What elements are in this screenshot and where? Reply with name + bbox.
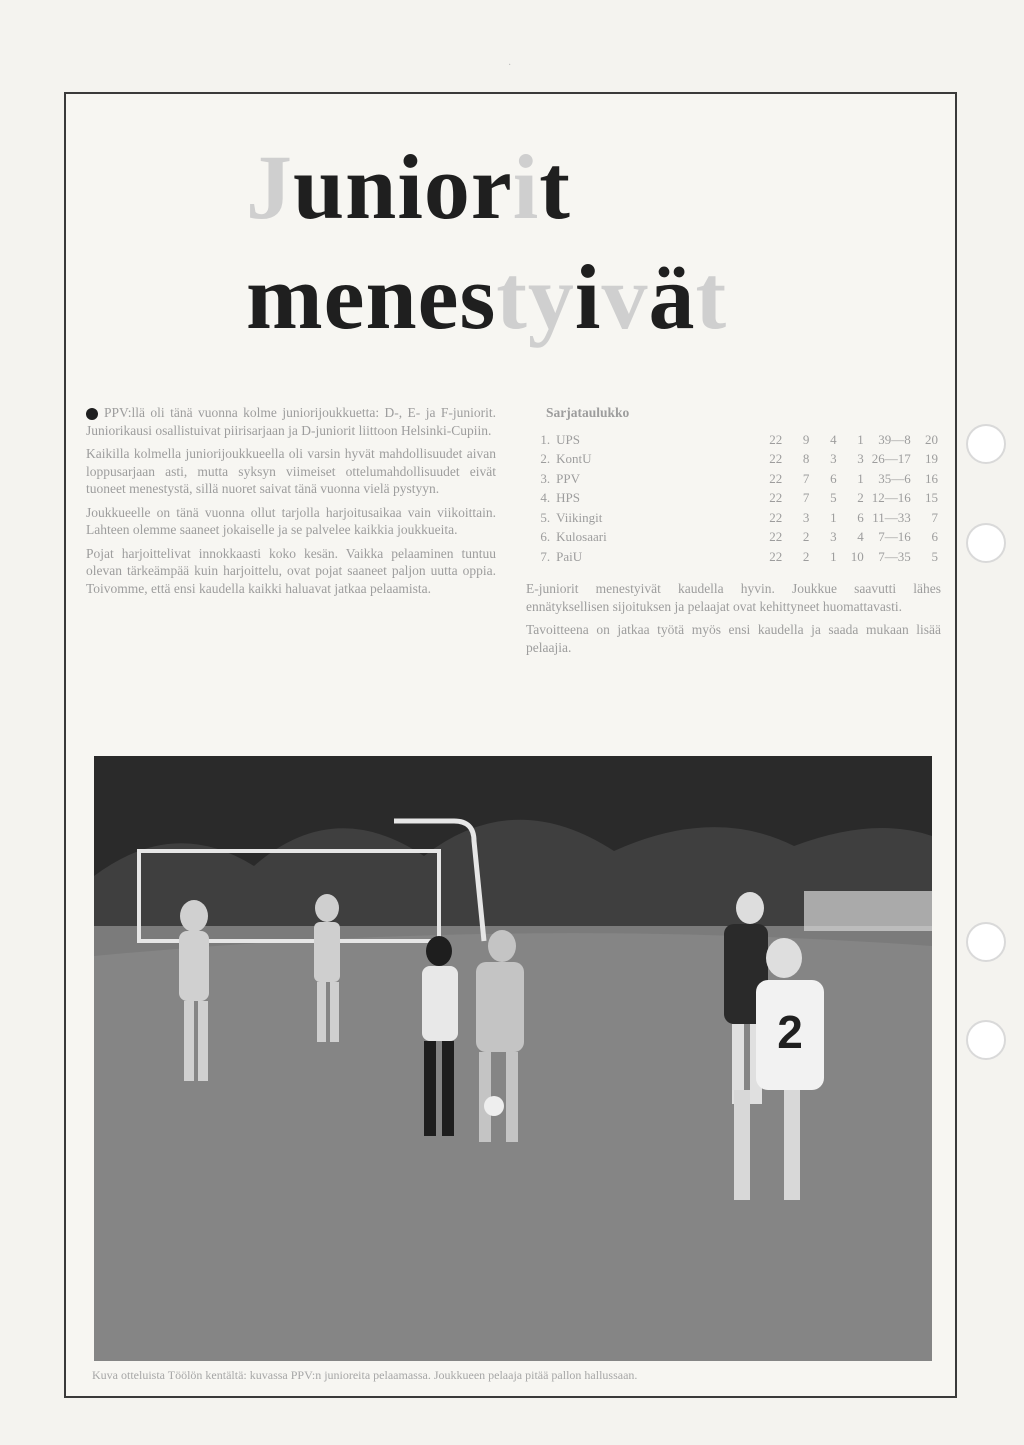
right-column [526,404,941,662]
draws-cell: 1 [830,548,837,564]
goals-cell: 7—35 [878,548,911,564]
goals-cell: 11—33 [872,509,911,525]
table-row [526,430,941,450]
headline-text: t [539,136,571,238]
draws-cell: 5 [830,490,837,505]
losses-cell: 3 [857,451,864,466]
body-paragraph: Joukkueelle on tänä vuonna ollut tarjolla harjoitusaikaa vain viikoittain. Lahteen olemme saaneet jokaiselle ja se palvelee kaikkia joukkueita. [86,504,496,537]
standings-table [526,430,941,567]
wins-cell: 2 [802,529,810,544]
bullet-icon [86,408,98,420]
table-row [526,527,941,547]
played-cell: 22 [769,451,783,466]
position-cell: 7. [540,548,551,564]
wins-cell: 7 [802,470,810,486]
goal-right [804,891,932,931]
draws-cell: 4 [830,431,837,447]
headline-letter: i [512,136,540,238]
points-cell: 6 [931,529,938,544]
wins-cell: 7 [802,490,810,505]
goals-cell: 12—16 [871,490,911,505]
goals-cell: 7—16 [878,529,911,544]
match-photo [94,756,932,1361]
played-cell: 22 [769,509,783,525]
points-cell: 15 [925,490,938,505]
played-cell: 22 [769,529,783,544]
position-cell: 6. [540,529,551,544]
article-frame [64,92,957,1398]
losses-cell: 10 [850,548,864,564]
losses-cell: 1 [857,431,864,447]
wins-cell: 3 [802,509,810,525]
headline-text: unior [293,136,513,238]
played-cell: 22 [769,548,783,564]
wins-cell: 9 [802,431,810,447]
shirt-number: 2 [777,1006,803,1058]
page-mark: · [508,60,512,71]
goals-cell: 26—17 [871,451,911,466]
played-cell: 22 [769,490,783,505]
draws-cell: 3 [830,451,837,466]
draws-cell: 1 [830,509,837,525]
wins-cell: 8 [802,451,810,466]
headline-letter: v [601,246,649,348]
punch-hole [966,922,1006,962]
intro-text: PPV:llä oli tänä vuonna kolme juniorijoukkuetta: D-, E- ja F-juniorit. Juniorikausi osallistuivat piirisarjaan ja D-juniorit liittoon Helsinki-Cupiin. [86,405,496,438]
wins-cell: 2 [802,548,810,564]
headline-line-1 [246,134,1024,240]
losses-cell: 2 [857,490,864,505]
losses-cell: 1 [857,470,864,486]
position-cell: 2. [540,451,551,466]
position-cell: 3. [540,470,551,486]
headline-text: menes [246,246,497,348]
team-cell: Viikingit [556,509,603,525]
headline-line-2 [246,244,1024,350]
table-row [526,508,941,528]
losses-cell: 4 [857,529,864,544]
body-paragraph: Pojat harjoittelivat innokkaasti koko kesän. Vaikka pelaaminen tuntuu olevan tärkeämpää kuin harjoittelu, ovat pojat saaneet paljon uutta oppia. Toivomme, että ensi kaudella kaikki haluavat jatkaa pelaamista. [86,545,496,596]
table-row [526,469,941,489]
photo-caption: Kuva otteluista Töölön kentältä: kuvassa PPV:n junioreita pelaamassa. Joukkueen pelaaja pitää pallon hallussaan. [92,1368,638,1382]
punch-hole [966,1020,1006,1060]
left-column [86,404,496,603]
points-cell: 5 [931,548,938,564]
played-cell: 22 [769,431,783,447]
punch-hole [966,424,1006,464]
punch-hole [966,523,1006,563]
body-paragraph: E-juniorit menestyivät kaudella hyvin. Joukkue saavutti lähes ennätyksellisen sijoituksen ja pelaajat ovat kehittyneet huomattavasti. [526,581,941,614]
points-cell: 19 [925,451,938,466]
headline-letter: t [695,246,728,348]
team-cell: UPS [556,431,581,447]
body-paragraph: Kaikilla kolmella juniorijoukkueella oli varsin hyvät mahdollisuudet aivan loppusarjaan asti, mutta syksyn viimeiset ottelumahdollisuudet eivät tuoneet menestystä, sillä nuoret saivat tänä vuonna vielä pystyyn. [86,446,496,496]
headline-text: ä [648,246,696,348]
played-cell: 22 [769,470,783,486]
points-cell: 16 [925,470,938,486]
team-cell: Kulosaari [556,529,607,544]
headline-letter: ty [496,246,575,348]
intro-paragraph [86,404,496,439]
draws-cell: 6 [830,470,837,486]
team-cell: PaiU [556,548,583,564]
position-cell: 5. [540,509,551,525]
position-cell: 1. [540,431,551,447]
position-cell: 4. [540,490,551,505]
team-cell: PPV [556,470,581,486]
table-row [526,449,941,469]
team-cell: KontU [556,451,592,466]
ball-icon [484,1096,504,1116]
losses-cell: 6 [857,509,864,525]
headline-text: i [574,246,602,348]
points-cell: 7 [931,509,938,525]
headline-letter: J [246,136,293,238]
table-row [526,488,941,508]
table-row [526,547,941,567]
goals-cell: 35—6 [878,470,911,486]
draws-cell: 3 [830,529,837,544]
body-paragraph: Tavoitteena on jatkaa työtä myös ensi kaudella ja saada mukaan lisää pelaajia. [526,622,941,655]
team-cell: HPS [556,490,581,505]
points-cell: 20 [925,431,938,447]
goals-cell: 39—8 [878,431,911,447]
table-title: Sarjataulukko [546,405,630,420]
